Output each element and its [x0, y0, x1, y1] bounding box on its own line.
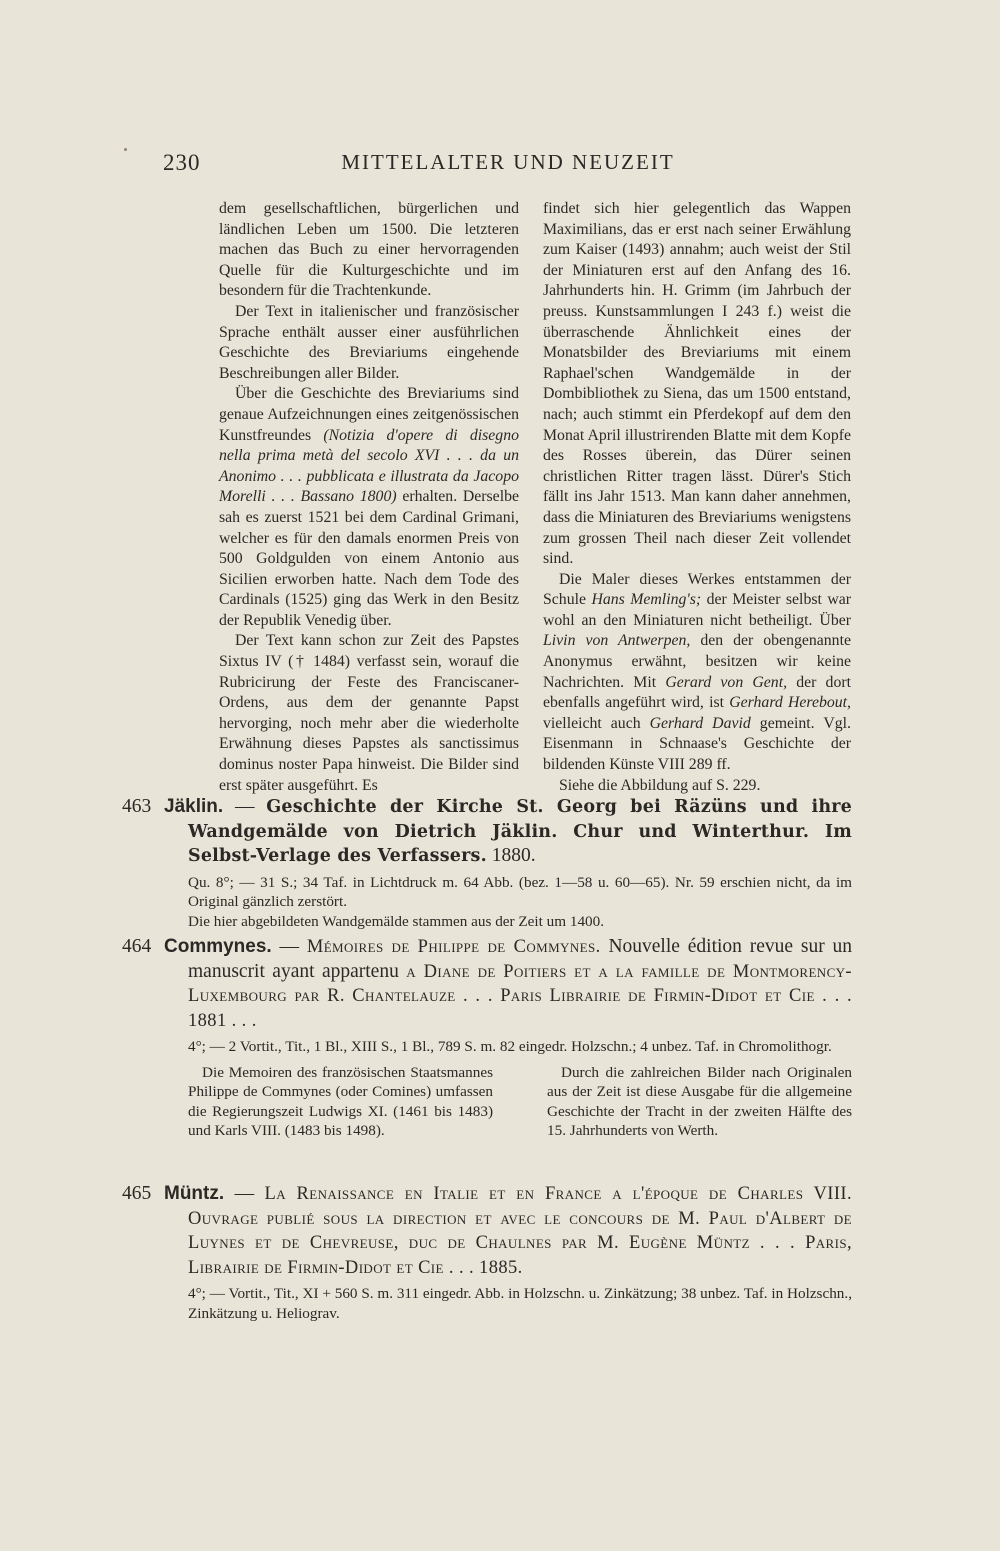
right-column [543, 199, 851, 796]
entry-year: 1880. [491, 845, 536, 866]
entry-title-cont: Nouvelle édition revue sur un manuscrit ayant appartenu [188, 936, 853, 982]
entry-number: 465 [122, 1183, 152, 1204]
italic-name: Gerard von Gent, [665, 673, 788, 691]
note: Die hier abgebildeten Wandgemälde stammen aus der Zeit um 1400. [188, 912, 605, 930]
paragraph: dem gesellschaftlichen, bürgerlichen und ländlichen Leben um 1500. Die letzteren machen das Buch zu einer hervorragenden Quelle für die Kulturgeschichte und im besondern für die Trachtenkunde. [219, 200, 519, 300]
text-run: Die Maler dieses Werkes entstammen der Schule [543, 570, 851, 609]
dash: — [279, 936, 300, 957]
entry-author: Commynes. [164, 936, 272, 957]
italic-name: Gerhard David [649, 714, 751, 732]
entry-description [188, 873, 852, 932]
entry-heading [122, 795, 852, 869]
text-run: der dort ebenfalls angeführt wird, ist [543, 673, 852, 712]
entry-title-cont: a Diane de Poitiers et a la famille de Montmorency-Luxembourg par R. Chantelauze . . . Paris Librairie de Firmin-Didot et Cie . . . 1881 . . . [188, 961, 852, 1031]
text-run: den der obengenannte Anonymus erwähnt, besitzen wir keine Nachrichten. Mit [543, 632, 851, 691]
left-column [219, 199, 519, 796]
italic-citation: (Notizia d'opere di disegno nella prima metà del secolo XVI . . . da un Anonimo . . . pubblicata e illustrata da Jacopo Morelli . . . Bassano 1800) [219, 426, 519, 506]
entry-description [188, 1284, 852, 1323]
entry-author: Jäklin. [164, 796, 224, 817]
ink-speck [124, 148, 127, 151]
catalog-entry-465 [122, 1182, 852, 1323]
annotation-left [188, 1063, 493, 1141]
italic-name: Gerhard Herebout, [729, 694, 852, 712]
paragraph: Durch die zahlreichen Bilder nach Originalen aus der Zeit ist diese Ausgabe für die allgemeine Geschichte der Tracht in der zweiten Hälfte des 15. Jahrhunderts von Werth. [547, 1063, 852, 1139]
entry-author: Müntz. [164, 1183, 225, 1204]
paragraph [543, 570, 851, 776]
text-run: der Meister selbst war wohl an den Miniaturen nicht betheiligt. Über [543, 591, 851, 629]
page-header [163, 150, 853, 180]
entry-heading [122, 935, 852, 1033]
paragraph [219, 384, 519, 631]
text-run: vielleicht auch [543, 714, 650, 732]
entry-title: Geschichte der Kirche St. Georg bei Räzüns und ihre Wandgemälde von Dietrich Jäklin. Chur und Winterthur. Im Selbst-Verlage des Verfassers. [188, 797, 853, 866]
running-head: MITTELALTER UND NEUZEIT [341, 150, 675, 174]
collation: 4°; — 2 Vortit., Tit., 1 Bl., XIII S., 1 Bl., 789 S. m. 82 eingedr. Holzschn.; 4 unbez. Taf. in Chromolithogr. [188, 1038, 832, 1055]
catalog-entry-464 [122, 935, 852, 1141]
paragraph: Die Memoiren des französischen Staatsmannes Philippe de Commynes (oder Comines) umfassen die Regierungszeit Ludwigs XI. (1461 bis 1483) und Karls VIII. (1483 bis 1498). [188, 1063, 493, 1139]
dash: — [234, 1183, 255, 1204]
dash: — [234, 796, 255, 817]
collation: Qu. 8°; — 31 S.; 34 Taf. in Lichtdruck m. 64 Abb. (bez. 1—58 u. 60—65). Nr. 59 erschien nicht, da im Original gänzlich zerstört. [188, 873, 852, 910]
text-run: gemeint. Vgl. Eisenmann in Schnaase's Geschichte der bildenden Künste VIII 289 ff. [543, 714, 851, 774]
entry-number: 464 [122, 936, 152, 957]
text-run: erhalten. Derselbe sah es zuerst 1521 bei dem Cardinal Grimani, welcher es für den damals enormen Preis von 500 Goldgulden von einem Antonio aus Sicilien erworben hatte. Nach dem Tode des Cardinals (1525) ging das Werk in den Besitz der Republik Venedig über. [219, 488, 519, 629]
italic-name: Hans Memling's; [591, 591, 702, 609]
paragraph: Siehe die Abbildung auf S. 229. [559, 776, 761, 794]
entry-heading [122, 1182, 852, 1280]
collation: 4°; — Vortit., Tit., XI + 560 S. m. 311 eingedr. Abb. in Holzschn. u. Zinkätzung; 38 unbez. Taf. in Holzschn., Zinkätzung u. Heliograv. [188, 1285, 852, 1322]
annotation-columns [188, 1063, 852, 1141]
entry-description [188, 1037, 852, 1141]
entry-number: 463 [122, 796, 152, 817]
paragraph: Der Text kann schon zur Zeit des Papstes Sixtus IV († 1484) verfasst sein, worauf die Rubricirung der Feste des Franciscaner-Ordens, aus dem der genannte Papst hervorging, noch mehr aber die wiederholte Erwähnung dieses Papstes als sanctissimus dominus noster Papa hinweist. Die Bilder sind erst später ausgeführt. Es [219, 632, 519, 794]
paragraph: findet sich hier gelegentlich das Wappen Maximilians, das er erst nach seiner Erwählung zum Kaiser (1493) annahm; auch weist der Stil der Miniaturen erst auf den Anfang des 16. Jahrhunderts hin. H. Grimm (im Jahrbuch der preuss. Kunstsammlungen I 243 f.) weist die überraschende Ähnlichkeit eines der Monatsbilder des Breviariums mit einem Raphael'schen Wandgemälde in der Dombibliothek zu Siena, das um 1500 entstand, nach; auch stimmt ein Pferdekopf auf dem den Monat April illustrirenden Blatte mit dem Kopfe des Rosses überein, das Dürer seinen christlichen Ritter tragen lässt. Dürer's Stich fällt ins Jahr 1513. Man kann daher annehmen, dass die Miniaturen des Breviariums wenigstens zum grossen Theil nach dieser Zeit vollendet sind. [543, 200, 851, 568]
entry-title: La Renaissance en Italie et en France a l'époque de Charles VIII. Ouvrage publié sous la direction et avec le concours de M. Paul d'Albert de Luynes et de Chevreuse, duc de Chaulnes par M. Eugène Müntz . . . Paris, Librairie de Firmin-Didot et Cie . . . 1885. [188, 1184, 853, 1278]
entry-title: Mémoires de Philippe de Commynes. [306, 937, 601, 957]
page-number: 230 [163, 150, 201, 175]
paragraph: Der Text in italienischer und französischer Sprache enthält ausser einer ausführlichen Geschichte des Breviariums eingehende Beschreibungen aller Bilder. [219, 302, 519, 382]
annotation-right [547, 1063, 852, 1141]
catalog-entry-463 [122, 795, 852, 931]
text-run: Über die Geschichte des Breviariums sind genaue Aufzeichnungen eines zeitgenössischen Kunstfreundes [219, 385, 519, 444]
italic-name: Livin von Antwerpen, [543, 632, 691, 650]
